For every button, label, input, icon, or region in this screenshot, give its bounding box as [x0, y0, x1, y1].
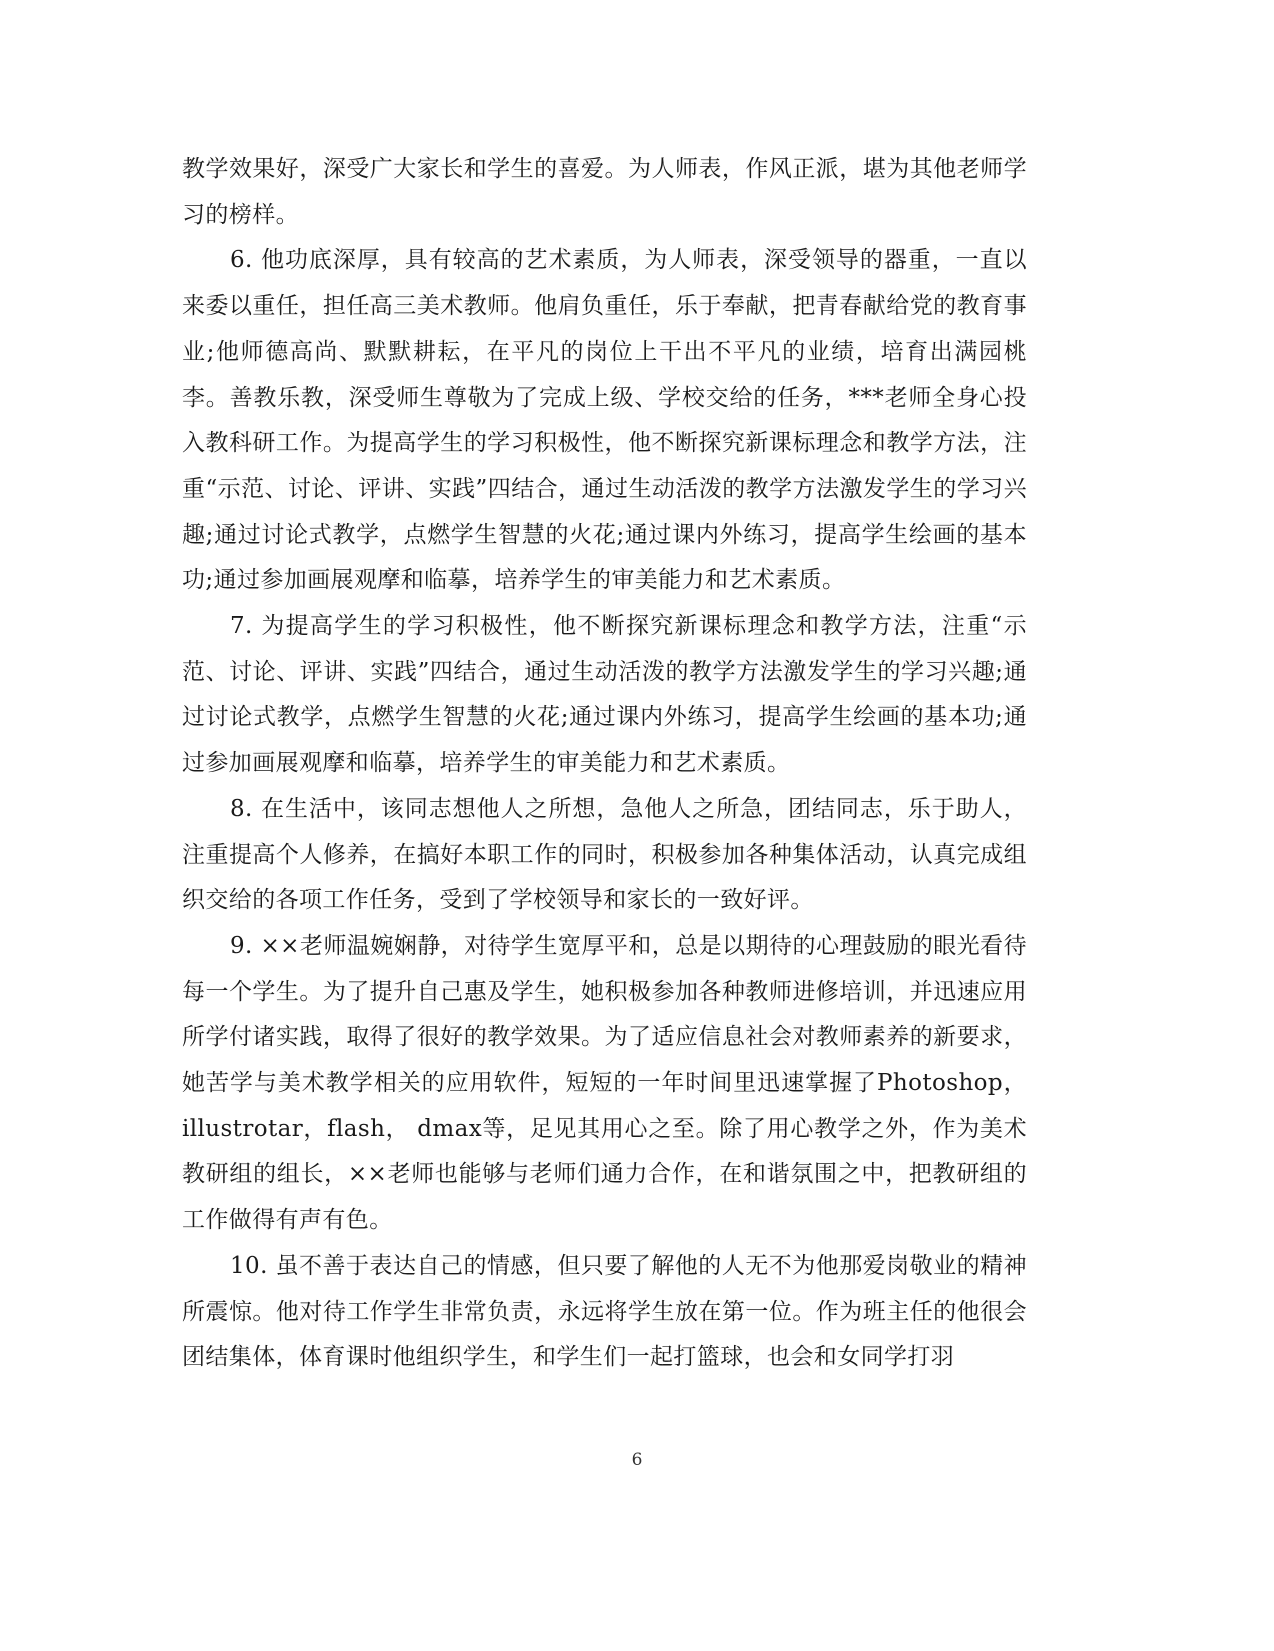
paragraph-10: 10. 虽不善于表达自己的情感，但只要了解他的人无不为他那爱岗敬业的精神所震惊。他对待工作学生非常负责，永远将学生放在第一位。作为班主任的他很会团结集体，体育课时他组织学生，和学生们一起打篮球，也会和女同学打羽	[182, 1252, 1027, 1371]
paragraph-continuation: 教学效果好，深受广大家长和学生的喜爱。为人师表，作风正派，堪为其他老师学习的榜样。	[182, 156, 1027, 228]
paragraph-7: 7. 为提高学生的学习积极性，他不断探究新课标理念和教学方法，注重“示范、讨论、评讲、实践”四结合，通过生动活泼的教学方法激发学生的学习兴趣;通过讨论式教学，点燃学生智慧的火花;通过课内外练习，提高学生绘画的基本功;通过参加画展观摩和临摹，培养学生的审美能力和艺术素质。	[182, 613, 1027, 777]
paragraph-6: 6. 他功底深厚，具有较高的艺术素质，为人师表，深受领导的器重，一直以来委以重任，担任高三美术教师。他肩负重任，乐于奉献，把青春献给党的教育事业;他师德高尚、默默耕耘，在平凡的岗位上干出不平凡的业绩，培育出满园桃李。善教乐教，深受师生尊敬为了完成上级、学校交给的任务，***老师全身心投入教科研工作。为提高学生的学习积极性，他不断探究新课标理念和教学方法，注重“示范、讨论、评讲、实践”四结合，通过生动活泼的教学方法激发学生的学习兴趣;通过讨论式教学，点燃学生智慧的火花;通过课内外练习，提高学生绘画的基本功;通过参加画展观摩和临摹，培养学生的审美能力和艺术素质。	[182, 247, 1027, 594]
paragraph-8: 8. 在生活中，该同志想他人之所想，急他人之所急，团结同志，乐于助人，注重提高个人修养，在搞好本职工作的同时，积极参加各种集体活动，认真完成组织交给的各项工作任务，受到了学校领导和家长的一致好评。	[182, 795, 1027, 914]
body-text	[182, 147, 1027, 1381]
page-number: 6	[631, 1450, 643, 1470]
paragraph-9: 9. ××老师温婉娴静，对待学生宽厚平和，总是以期待的心理鼓励的眼光看待每一个学生。为了提升自己惠及学生，她积极参加各种教师进修培训，并迅速应用所学付诸实践，取得了很好的教学效果。为了适应信息社会对教师素养的新要求，她苦学与美术教学相关的应用软件，短短的一年时间里迅速掌握了Photoshop，illustrotar，flash， dmax等，足见其用心之至。除了用心教学之外，作为美术教研组的组长，××老师也能够与老师们通力合作，在和谐氛围之中，把教研组的工作做得有声有色。	[182, 932, 1027, 1234]
